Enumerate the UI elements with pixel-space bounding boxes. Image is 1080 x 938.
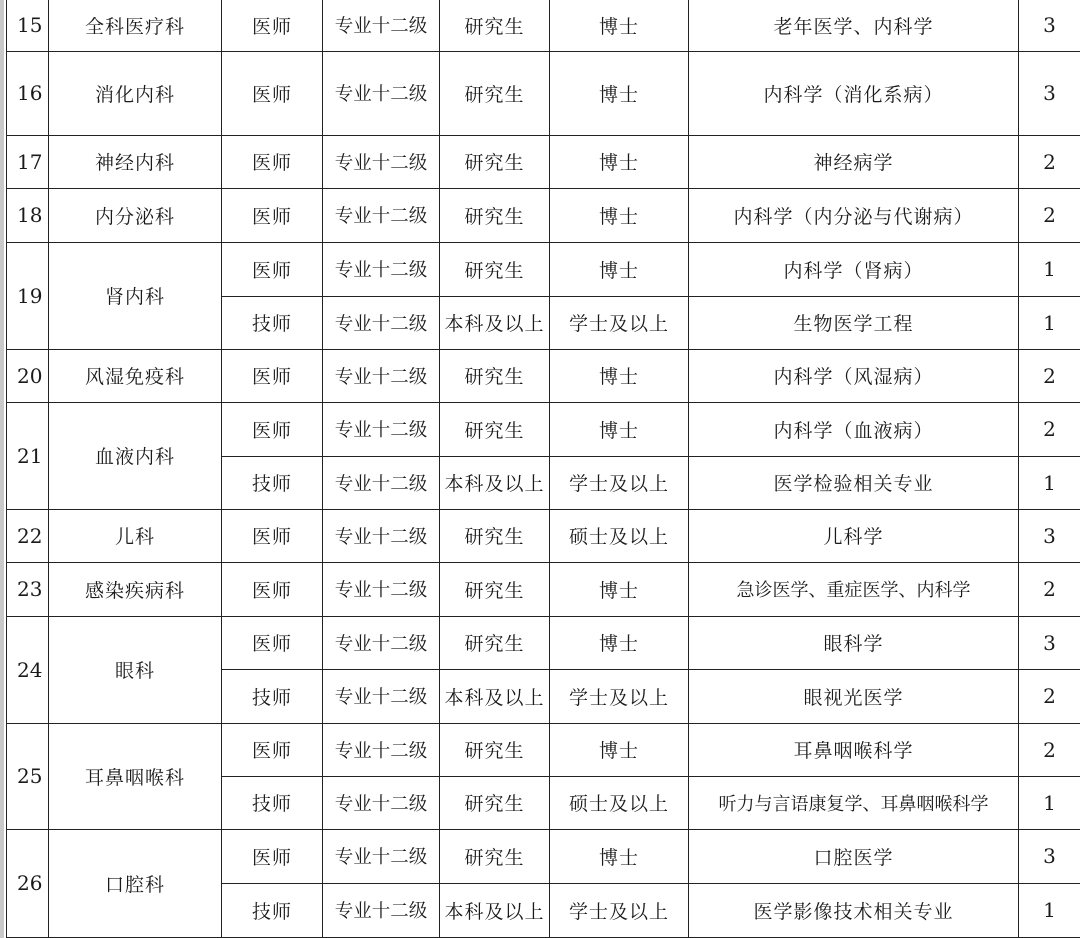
pos-degree: 博士 [550, 402, 689, 456]
row-number: 17 [7, 135, 49, 188]
pos-major: 急诊医学、重症医学、内科学 [689, 562, 1019, 616]
pos-education: 研究生 [440, 349, 550, 402]
pos-education: 研究生 [440, 829, 550, 883]
department-name: 眼科 [49, 616, 222, 723]
table-row [7, 349, 1080, 402]
pos-major: 神经病学 [689, 135, 1019, 188]
left-page-rule [0, 0, 4, 938]
pos-education: 本科及以上 [440, 883, 550, 937]
pos-major: 医学检验相关专业 [689, 456, 1019, 509]
pos-education: 研究生 [440, 402, 550, 456]
pos-count: 2 [1019, 723, 1080, 776]
pos-education: 研究生 [440, 0, 550, 51]
department-name: 血液内科 [49, 402, 222, 509]
table-row [7, 0, 1080, 51]
pos-education: 研究生 [440, 51, 550, 135]
pos-degree: 博士 [550, 616, 689, 669]
pos-count: 1 [1019, 296, 1080, 349]
table-row [7, 509, 1080, 562]
pos-count: 1 [1019, 776, 1080, 829]
pos-type: 医师 [222, 509, 323, 562]
department-name: 内分泌科 [49, 188, 222, 242]
pos-level: 专业十二级 [323, 456, 440, 509]
pos-level: 专业十二级 [323, 669, 440, 723]
pos-type: 医师 [222, 349, 323, 402]
pos-level: 专业十二级 [323, 616, 440, 669]
pos-type: 医师 [222, 616, 323, 669]
pos-education: 研究生 [440, 242, 550, 296]
pos-degree: 博士 [550, 188, 689, 242]
pos-type: 医师 [222, 242, 323, 296]
pos-type: 技师 [222, 669, 323, 723]
pos-count: 2 [1019, 188, 1080, 242]
pos-degree: 博士 [550, 723, 689, 776]
row-number: 18 [7, 188, 49, 242]
row-number: 22 [7, 509, 49, 562]
department-name: 肾内科 [49, 242, 222, 349]
pos-level: 专业十二级 [323, 0, 440, 51]
pos-type: 医师 [222, 402, 323, 456]
recruitment-table [6, 0, 1080, 938]
pos-degree: 学士及以上 [550, 456, 689, 509]
pos-count: 1 [1019, 456, 1080, 509]
pos-degree: 博士 [550, 135, 689, 188]
pos-type: 技师 [222, 776, 323, 829]
pos-major: 口腔医学 [689, 829, 1019, 883]
pos-count: 3 [1019, 51, 1080, 135]
pos-type: 医师 [222, 0, 323, 51]
pos-level: 专业十二级 [323, 776, 440, 829]
pos-education: 研究生 [440, 616, 550, 669]
row-number: 20 [7, 349, 49, 402]
pos-type: 技师 [222, 296, 323, 349]
pos-major: 眼视光医学 [689, 669, 1019, 723]
pos-education: 本科及以上 [440, 296, 550, 349]
pos-type: 医师 [222, 723, 323, 776]
pos-count: 3 [1019, 616, 1080, 669]
pos-count: 1 [1019, 883, 1080, 937]
pos-degree: 博士 [550, 242, 689, 296]
pos-level: 专业十二级 [323, 242, 440, 296]
department-name: 全科医疗科 [49, 0, 222, 51]
table-row [7, 135, 1080, 188]
pos-major: 耳鼻咽喉科学 [689, 723, 1019, 776]
pos-major: 医学影像技术相关专业 [689, 883, 1019, 937]
pos-level: 专业十二级 [323, 562, 440, 616]
pos-count: 2 [1019, 669, 1080, 723]
row-number: 15 [7, 0, 49, 51]
pos-count: 2 [1019, 349, 1080, 402]
pos-degree: 博士 [550, 349, 689, 402]
pos-level: 专业十二级 [323, 829, 440, 883]
pos-degree: 学士及以上 [550, 883, 689, 937]
pos-level: 专业十二级 [323, 723, 440, 776]
pos-level: 专业十二级 [323, 883, 440, 937]
row-number: 21 [7, 402, 49, 509]
pos-degree: 硕士及以上 [550, 509, 689, 562]
pos-degree: 博士 [550, 0, 689, 51]
row-number: 25 [7, 723, 49, 829]
pos-education: 研究生 [440, 188, 550, 242]
department-name: 感染疾病科 [49, 562, 222, 616]
table-row [7, 562, 1080, 616]
table-body [7, 0, 1080, 937]
department-name: 风湿免疫科 [49, 349, 222, 402]
department-name: 儿科 [49, 509, 222, 562]
pos-type: 医师 [222, 135, 323, 188]
table-row [7, 51, 1080, 135]
pos-education: 本科及以上 [440, 669, 550, 723]
row-number: 19 [7, 242, 49, 349]
pos-count: 3 [1019, 829, 1080, 883]
pos-education: 研究生 [440, 135, 550, 188]
department-name: 耳鼻咽喉科 [49, 723, 222, 829]
pos-degree: 博士 [550, 51, 689, 135]
row-number: 16 [7, 51, 49, 135]
pos-major: 内科学（肾病） [689, 242, 1019, 296]
pos-count: 3 [1019, 0, 1080, 51]
pos-level: 专业十二级 [323, 509, 440, 562]
table-row [7, 616, 1080, 669]
pos-level: 专业十二级 [323, 51, 440, 135]
pos-major: 内科学（风湿病） [689, 349, 1019, 402]
row-number: 23 [7, 562, 49, 616]
department-name: 神经内科 [49, 135, 222, 188]
department-name: 口腔科 [49, 829, 222, 937]
pos-education: 本科及以上 [440, 456, 550, 509]
pos-count: 1 [1019, 242, 1080, 296]
pos-major: 内科学（内分泌与代谢病） [689, 188, 1019, 242]
pos-count: 2 [1019, 402, 1080, 456]
pos-degree: 学士及以上 [550, 669, 689, 723]
pos-degree: 硕士及以上 [550, 776, 689, 829]
table-row [7, 402, 1080, 456]
row-number: 24 [7, 616, 49, 723]
pos-type: 技师 [222, 883, 323, 937]
table-row [7, 242, 1080, 296]
pos-degree: 学士及以上 [550, 296, 689, 349]
pos-major: 儿科学 [689, 509, 1019, 562]
pos-level: 专业十二级 [323, 402, 440, 456]
pos-level: 专业十二级 [323, 296, 440, 349]
pos-count: 3 [1019, 509, 1080, 562]
pos-type: 技师 [222, 456, 323, 509]
row-number: 26 [7, 829, 49, 937]
pos-count: 2 [1019, 135, 1080, 188]
pos-type: 医师 [222, 188, 323, 242]
pos-education: 研究生 [440, 723, 550, 776]
pos-major: 眼科学 [689, 616, 1019, 669]
table-row [7, 188, 1080, 242]
department-name: 消化内科 [49, 51, 222, 135]
pos-type: 医师 [222, 51, 323, 135]
pos-level: 专业十二级 [323, 349, 440, 402]
pos-count: 2 [1019, 562, 1080, 616]
pos-degree: 博士 [550, 562, 689, 616]
pos-major: 内科学（血液病） [689, 402, 1019, 456]
table-row [7, 723, 1080, 776]
pos-level: 专业十二级 [323, 135, 440, 188]
pos-type: 医师 [222, 562, 323, 616]
pos-level: 专业十二级 [323, 188, 440, 242]
pos-major: 老年医学、内科学 [689, 0, 1019, 51]
pos-education: 研究生 [440, 776, 550, 829]
pos-education: 研究生 [440, 509, 550, 562]
pos-major: 生物医学工程 [689, 296, 1019, 349]
pos-type: 医师 [222, 829, 323, 883]
table-row [7, 829, 1080, 883]
pos-major: 内科学（消化系病） [689, 51, 1019, 135]
pos-degree: 博士 [550, 829, 689, 883]
pos-major: 听力与言语康复学、耳鼻咽喉科学 [689, 776, 1019, 829]
pos-education: 研究生 [440, 562, 550, 616]
